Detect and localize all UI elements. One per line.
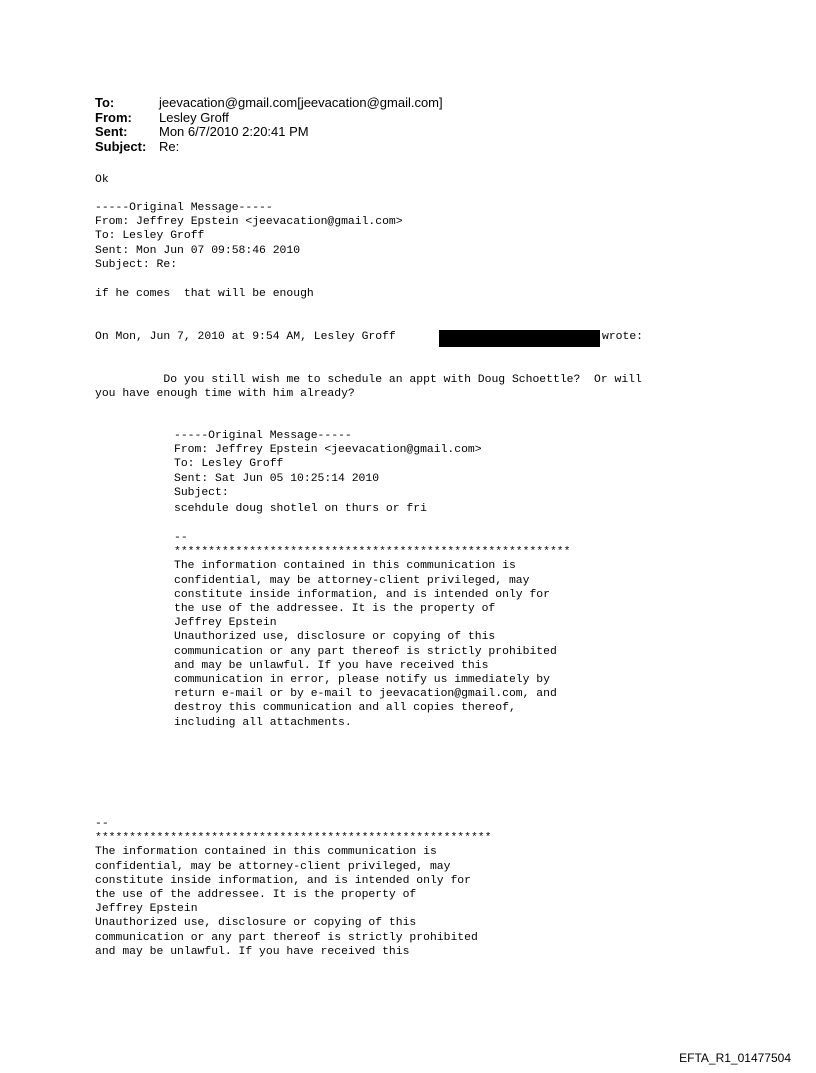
disclaimer-line: Unauthorized use, disclosure or copying of this	[95, 917, 417, 930]
disclaimer-inner	[174, 531, 570, 730]
orig-body: scehdule doug shotlel on thurs or fri	[174, 503, 427, 515]
disclaimer-line: constitute inside information, and is intended only for	[95, 874, 471, 887]
orig-subject: Subject: Re:	[95, 258, 178, 271]
from-value: Lesley Groff	[159, 109, 229, 125]
to-row	[95, 96, 443, 111]
orig-to: To: Lesley Groff	[95, 230, 205, 243]
to-label: To:	[95, 95, 115, 110]
disclaimer-line: confidential, may be attorney-client privileged, may	[95, 860, 451, 873]
from-label: From:	[95, 109, 132, 125]
disclaimer-line: the use of the addressee. It is the property of	[95, 889, 417, 902]
reply-body: Ok	[95, 174, 109, 186]
quote-intro: On Mon, Jun 7, 2010 at 9:54 AM, Lesley Groff	[95, 331, 396, 343]
sent-label: Sent:	[95, 124, 128, 139]
quoted-question	[95, 373, 642, 401]
disclaimer-line: the use of the addressee. It is the property of	[174, 603, 496, 616]
separator: -----Original Message-----	[95, 202, 273, 214]
original-message-2	[174, 429, 482, 500]
original-message-1	[95, 201, 403, 272]
sent-value: Mon 6/7/2010 2:20:41 PM	[159, 124, 309, 139]
disclaimer-line: destroy this communication and all copies thereof,	[174, 702, 516, 715]
to-value: jeevacation@gmail.com[jeevacation@gmail.com]	[159, 95, 443, 110]
disclaimer-dashes: --	[95, 818, 109, 830]
separator: -----Original Message-----	[174, 430, 352, 442]
quoted-question-line-2: you have enough time with him already?	[95, 388, 355, 401]
disclaimer-line: confidential, may be attorney-client privileged, may	[174, 574, 530, 587]
disclaimer-line: and may be unlawful. If you have received this	[95, 945, 410, 958]
sent-row	[95, 125, 443, 140]
from-row	[95, 111, 443, 126]
subject-value: Re:	[159, 138, 180, 154]
orig-sent: Sent: Mon Jun 07 09:58:46 2010	[95, 244, 301, 257]
disclaimer-line: including all attachments.	[174, 716, 352, 729]
disclaimer-stars: **********************************************************	[95, 832, 492, 845]
disclaimer-stars: **********************************************************	[174, 546, 571, 559]
disclaimer-line: Jeffrey Epstein	[174, 617, 277, 630]
disclaimer-line: communication in error, please notify us immediately by	[174, 674, 550, 687]
orig-from: From: Jeffrey Epstein <jeevacation@gmail.com>	[95, 216, 403, 229]
disclaimer-line: communication or any part thereof is strictly prohibited	[174, 645, 557, 658]
disclaimer-outer	[95, 817, 491, 959]
disclaimer-dashes: --	[174, 532, 188, 544]
disclaimer-line: return e-mail or by e-mail to jeevacation@gmail.com, and	[174, 688, 557, 701]
orig-body: if he comes that will be enough	[95, 288, 314, 300]
disclaimer-line: and may be unlawful. If you have received this	[174, 659, 489, 672]
redaction-box	[439, 330, 600, 347]
orig-subject: Subject:	[174, 486, 229, 499]
quoted-question-line-1: Do you still wish me to schedule an appt with Doug Schoettle? Or will	[95, 374, 642, 386]
disclaimer-line: Unauthorized use, disclosure or copying of this	[174, 631, 496, 644]
disclaimer-line: communication or any part thereof is strictly prohibited	[95, 931, 478, 944]
orig-to: To: Lesley Groff	[174, 458, 284, 471]
quote-wrote: wrote:	[602, 331, 644, 343]
disclaimer-line: constitute inside information, and is intended only for	[174, 588, 550, 601]
orig-sent: Sent: Sat Jun 05 10:25:14 2010	[174, 472, 380, 485]
email-header	[95, 96, 443, 154]
disclaimer-line: The information contained in this communication is	[95, 846, 437, 859]
subject-label: Subject:	[95, 138, 147, 154]
disclaimer-line: Jeffrey Epstein	[95, 903, 198, 916]
subject-row	[95, 140, 443, 155]
document-id: EFTA_R1_01477504	[679, 1051, 791, 1065]
disclaimer-line: The information contained in this communication is	[174, 560, 516, 573]
orig-from: From: Jeffrey Epstein <jeevacation@gmail.com>	[174, 444, 482, 457]
